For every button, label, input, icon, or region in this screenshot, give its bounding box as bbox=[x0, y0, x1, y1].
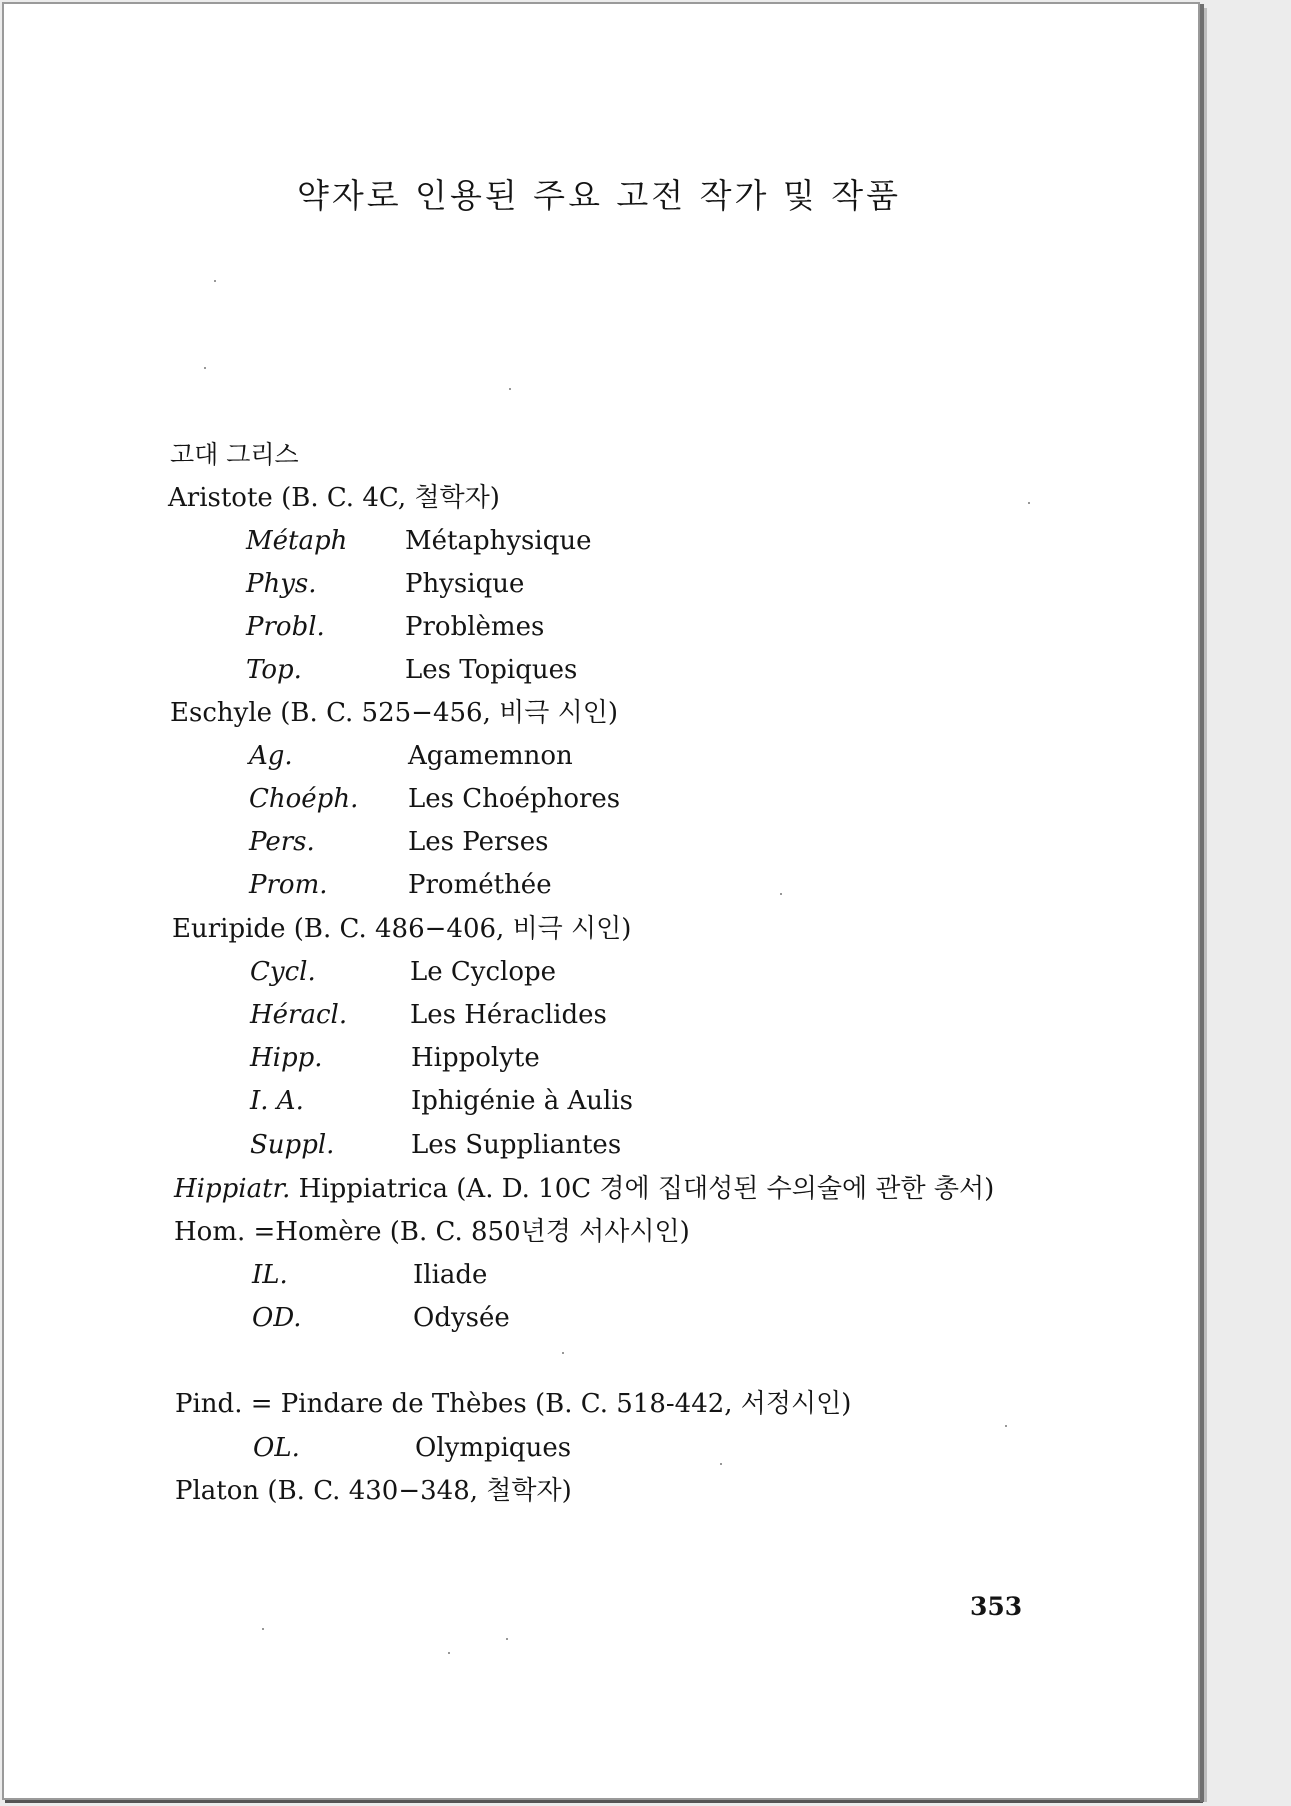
page-title: 약자로 인용된 주요 고전 작가 및 작품 bbox=[296, 176, 902, 215]
author-entry: Eschyle (B. C. 525−456, 비극 시인) bbox=[170, 698, 618, 728]
work-title: Les Héraclides bbox=[410, 1000, 607, 1030]
work-title: Iphigénie à Aulis bbox=[411, 1086, 633, 1116]
work-abbr: Prom. bbox=[249, 870, 328, 900]
scan-speck bbox=[506, 1638, 508, 1640]
work-abbr: Phys. bbox=[246, 569, 317, 599]
work-abbr: Héracl. bbox=[250, 1000, 348, 1030]
work-abbr: Choéph. bbox=[249, 784, 359, 814]
work-title: Iliade bbox=[413, 1260, 488, 1290]
author-entry: Pind. = Pindare de Thèbes (B. C. 518-442, 서정시인) bbox=[175, 1389, 852, 1419]
work-title: Prométhée bbox=[408, 870, 552, 900]
scan-speck bbox=[509, 388, 511, 390]
section-heading: 고대 그리스 bbox=[170, 440, 299, 469]
work-abbr: IL. bbox=[252, 1260, 288, 1290]
work-abbr: Métaph bbox=[246, 526, 348, 556]
author-name: Hippiatrica (A. D. 10C 경에 집대성된 수의술에 관한 총서) bbox=[298, 1174, 995, 1204]
work-abbr: Top. bbox=[246, 655, 302, 685]
work-abbr: Hipp. bbox=[250, 1043, 323, 1073]
scan-speck bbox=[214, 280, 216, 282]
scan-speck bbox=[204, 367, 206, 369]
scan-speck bbox=[720, 1463, 722, 1465]
work-abbr: I. A. bbox=[250, 1086, 304, 1116]
author-entry: Platon (B. C. 430−348, 철학자) bbox=[175, 1476, 572, 1506]
scan-speck bbox=[262, 1628, 264, 1630]
author-entry: Euripide (B. C. 486−406, 비극 시인) bbox=[172, 914, 632, 944]
work-abbr: Probl. bbox=[246, 612, 325, 642]
author-entry: Aristote (B. C. 4C, 철학자) bbox=[168, 483, 500, 513]
work-abbr: Pers. bbox=[249, 827, 315, 857]
work-abbr: Suppl. bbox=[250, 1130, 335, 1160]
scan-speck bbox=[780, 893, 782, 895]
work-title: Odysée bbox=[413, 1303, 510, 1333]
work-abbr: Ag. bbox=[249, 741, 293, 771]
work-title: Métaphysique bbox=[405, 526, 592, 556]
work-title: Les Choéphores bbox=[408, 784, 621, 814]
author-abbr: Hippiatr. bbox=[174, 1174, 291, 1204]
work-title: Le Cyclope bbox=[410, 957, 557, 987]
work-title: Physique bbox=[405, 569, 525, 599]
work-title: Agamemnon bbox=[408, 741, 573, 771]
work-abbr: OD. bbox=[252, 1303, 302, 1333]
work-title: Les Topiques bbox=[405, 655, 578, 685]
work-title: Les Perses bbox=[408, 827, 549, 857]
work-title: Problèmes bbox=[405, 612, 545, 642]
page-edge-inner bbox=[1204, 8, 1207, 1802]
author-entry: Hom. =Homère (B. C. 850년경 서사시인) bbox=[174, 1217, 690, 1247]
work-abbr: Cycl. bbox=[250, 957, 316, 987]
work-title: Olympiques bbox=[415, 1433, 572, 1463]
work-title: Hippolyte bbox=[411, 1043, 540, 1073]
scan-speck bbox=[1005, 1425, 1007, 1427]
work-title: Les Suppliantes bbox=[411, 1130, 622, 1160]
scan-speck bbox=[448, 1652, 450, 1654]
author-entry bbox=[174, 1174, 994, 1204]
page-number: 353 bbox=[970, 1592, 1023, 1621]
work-abbr: OL. bbox=[253, 1433, 300, 1463]
scan-speck bbox=[562, 1352, 564, 1354]
scan-speck bbox=[1028, 502, 1030, 504]
document-page bbox=[2, 2, 1200, 1800]
